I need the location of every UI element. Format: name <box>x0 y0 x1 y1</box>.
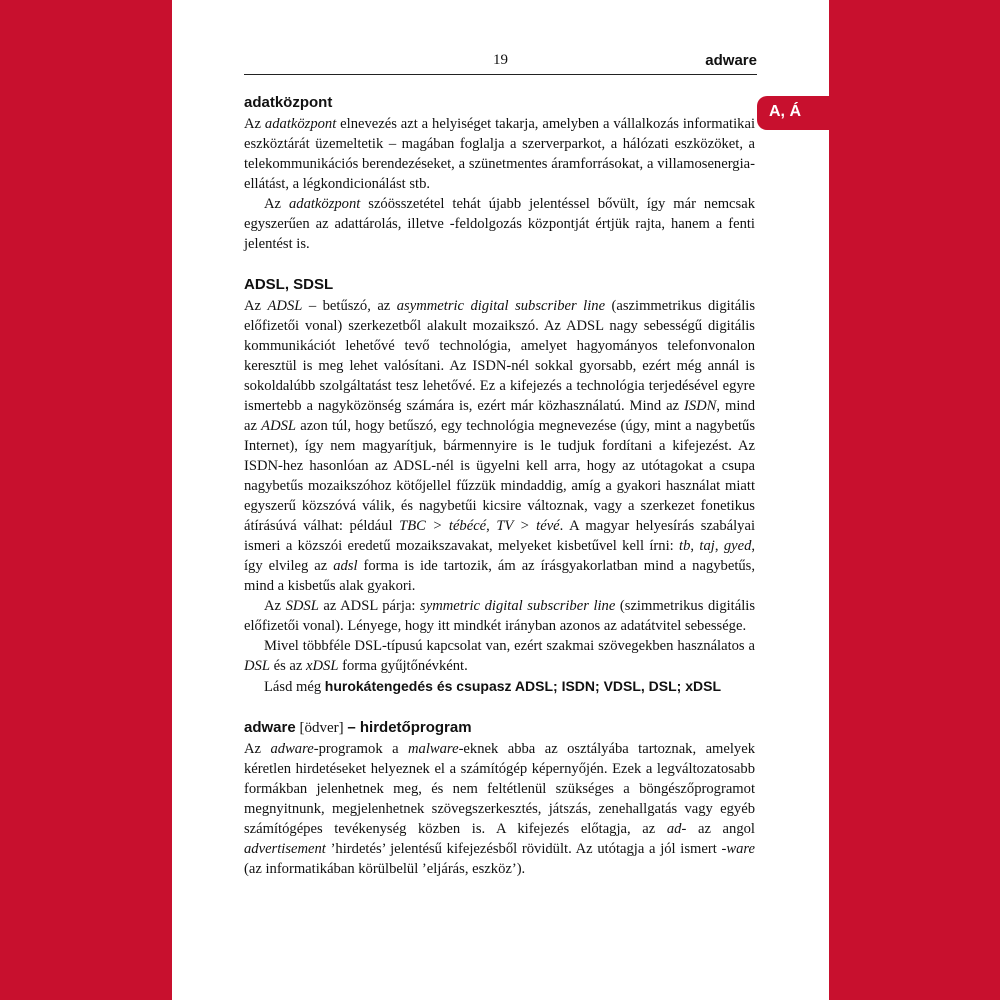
text-run: az angol <box>686 821 755 837</box>
text-run: Az <box>264 598 286 614</box>
running-head: adware <box>705 52 757 69</box>
italic-run: ADSL <box>267 298 303 314</box>
text-run: (szimmetrikus digitális előfizetői vonal). Lényege, hogy itt mindkét irányban azonos az adatátvitel sebessége. <box>244 598 755 634</box>
italic-run: gyed <box>723 538 752 554</box>
entry-term: ADSL, SDSL <box>244 276 334 293</box>
italic-run: asymmetric digital subscriber line <box>396 298 606 314</box>
entry-term: adatközpont <box>244 94 333 111</box>
entry-paragraph <box>244 296 755 596</box>
text-run: Az <box>244 298 268 314</box>
italic-run: xDSL <box>306 658 339 674</box>
entry-pronunciation: [ödver] <box>295 720 348 736</box>
text-run: -programok a <box>313 741 409 757</box>
see-also-refs[interactable]: hurokátengedés és csupasz ADSL; ISDN; VDSL, DSL; xDSL <box>324 678 722 694</box>
see-also-label: Lásd még <box>264 679 325 695</box>
italic-run: TV > tévé <box>496 518 560 534</box>
italic-run: DSL <box>244 658 270 674</box>
entry-adware <box>244 717 755 879</box>
entry-term-line <box>244 717 755 739</box>
italic-run: symmetric digital subscriber line <box>420 598 616 614</box>
italic-run: advertisement <box>244 841 326 857</box>
text-run: – betűszó, az <box>302 298 397 314</box>
page-content <box>244 92 755 879</box>
italic-run: TBC > tébécé <box>399 518 487 534</box>
italic-run: adware <box>270 741 314 757</box>
entry-paragraph <box>244 596 755 636</box>
italic-run: malware <box>408 741 459 757</box>
text-run: -eknek abba az osztályába tartoznak, amelyek kéretlen hirdetéseket helyeznek el a számítógép képernyőjén. Ezek a legváltozatosabb formákban jelenhetnek meg, és nem feltétlenül szükséges a böngészőprogramot megnyitnunk, megjelenhetnek szövegszerkesztés, játszás, zenehallgatás vagy egyéb számítógépes tevékenység közben is. A kifejezés előtagja, az <box>244 741 755 837</box>
italic-run: ADSL <box>261 418 297 434</box>
text-run: forma gyűjtőnévként. <box>338 658 468 674</box>
text-run: , <box>690 538 700 554</box>
text-run: (aszimmetrikus digitális előfizetői vonal) szerkezetből alakult mozaikszó. Az ADSL nagy sebességű digitális kommunikációt lehetővé tevő technológia, amelyet hagyományos telefonvonalon keresztül is meg lehet valósítani. Az ISDN-nél sokkal gyorsabb, ezért még annál is sokoldalúbb szolgáltatást tesz lehetővé. Ez a kifejezés a technológia terjedésével egyre ismertebb a nagyközönség számára is, ezért már közhasználatú. Mind az <box>244 298 756 414</box>
text-run: ’hirdetés’ jelentésű kifejezésből rövidült. Az utótagja a jól ismert <box>325 841 722 857</box>
italic-run: tb <box>679 538 691 554</box>
entry-term: adware <box>244 719 296 736</box>
entry-adsl-sdsl <box>244 274 755 697</box>
entry-adatkozpont <box>244 92 755 254</box>
thumb-index-tab <box>757 96 837 130</box>
text-run: , <box>714 538 724 554</box>
text-run: , így elvileg az <box>244 538 756 574</box>
text-run: forma is ide tartozik, ám az írásgyakorlatban mind a nagybetűs, mind a kisbetűs alak gyakori. <box>244 558 756 594</box>
italic-run: -ware <box>721 841 755 857</box>
text-run: az ADSL párja: <box>318 598 421 614</box>
italic-run: adatközpont <box>288 196 361 212</box>
text-run: elnevezés azt a helyiséget takarja, amelyben a vállalkozás informatikai eszköztárát üzemeltetik – magában foglalja a szerverparkot, a hálózati eszközöket, a telekommunikációs berendezéseket, a szünetmentes áramforrásokat, a villamosenergia-ellátást, a légkondicionálást stb. <box>244 116 755 192</box>
text-run: Az <box>244 741 271 757</box>
text-run: és az <box>269 658 307 674</box>
italic-run: ISDN <box>683 398 717 414</box>
entry-paragraph <box>244 739 755 879</box>
text-run: szóösszetétel tehát újabb jelentéssel bővült, így már nemcsak egyszerűen az adattárolás, illetve -feldolgozás központját értjük rajta, hanem a fenti jelentést is. <box>244 196 755 252</box>
entry-gloss: – hirdetőprogram <box>347 719 472 736</box>
page-number: 19 <box>493 52 508 68</box>
italic-run: ad- <box>666 821 687 837</box>
text-run: (az informatikában körülbelül ’eljárás, eszköz’). <box>244 861 526 877</box>
entry-paragraph <box>244 194 755 254</box>
text-run: Mivel többféle DSL-típusú kapcsolat van, ezért szakmai szövegekben használatos a <box>264 638 755 654</box>
text-run: azon túl, hogy betűszó, egy technológia megnevezése (úgy, mint a nagybetűs Internet), így nem magyarítjuk, bármennyire is le tudjuk fordítani a kifejezést. Az ISDN-hez hasonlóan az ADSL-nél is ügyelni kell arra, hogy az utótagokat a csupa nagybetűs mozaikszóhoz kötőjellel fűzzük mindaddig, amíg a gyakori használat miatt egyszerű közszóvá válik, és nagybetűi kicsire változnak, vagy a szerkezet fonetikus átírásúvá válhat: például <box>244 418 755 534</box>
italic-run: taj <box>699 538 715 554</box>
text-run: Az <box>244 116 265 132</box>
entry-paragraph <box>244 114 755 194</box>
italic-run: adatközpont <box>264 116 337 132</box>
page-header <box>244 52 757 75</box>
italic-run: SDSL <box>285 598 319 614</box>
thumb-index-label: A, Á <box>769 103 801 120</box>
see-also <box>244 676 755 697</box>
text-run: , mind az <box>244 398 756 434</box>
text-run: , <box>486 518 497 534</box>
italic-run: adsl <box>333 558 358 574</box>
entry-paragraph <box>244 636 755 676</box>
text-run: . A magyar helyesírás szabályai ismeri a közszói eredetű mozaikszavakat, melyeket kisbetűvel kell írni: <box>244 518 755 554</box>
text-run: Az <box>264 196 289 212</box>
